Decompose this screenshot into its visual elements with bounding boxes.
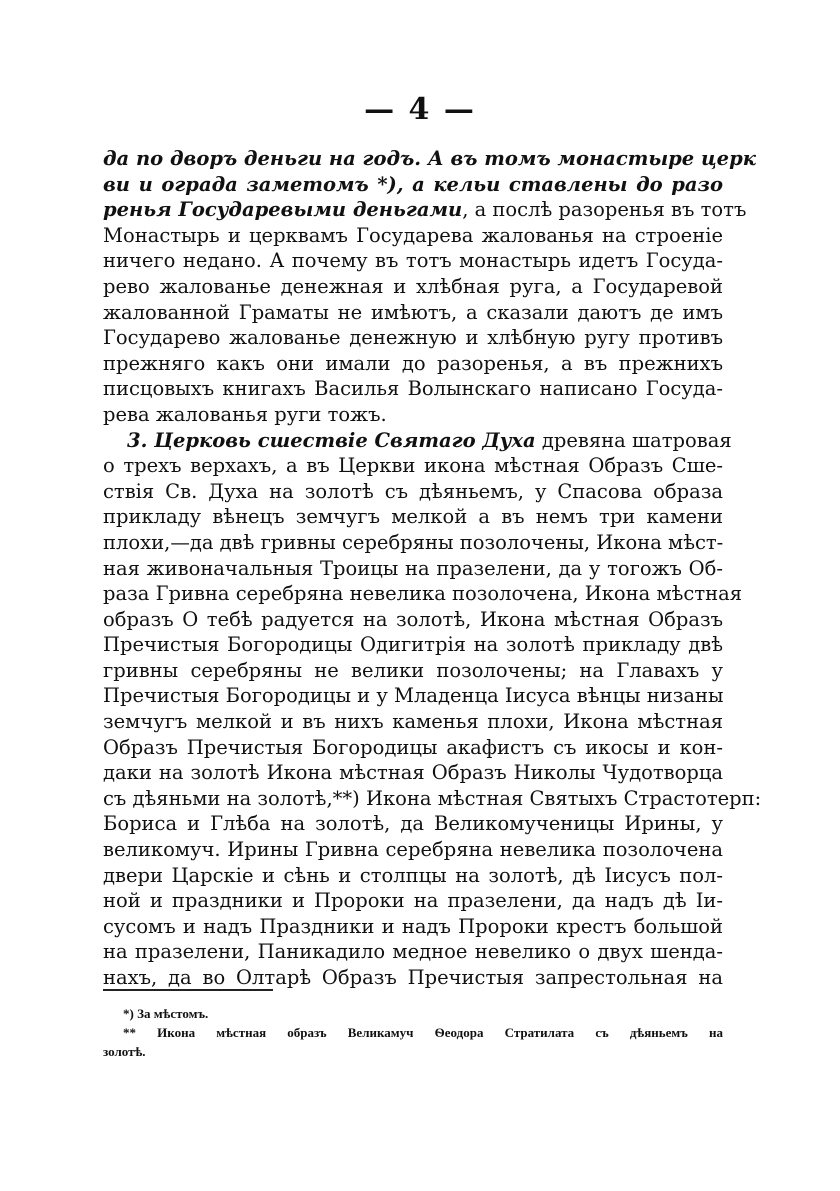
page-number: — 4 — [364,92,476,127]
text-line [103,811,723,837]
text-segment: Бориса и Глѣба на золотѣ, да Великомученицы Ирины, у [103,812,723,836]
text-line [103,760,723,786]
text-line [103,914,723,940]
text-line [103,837,723,863]
text-line [103,632,723,658]
text-line [103,428,732,454]
text-line [103,325,723,351]
text-segment: гривны серебряны не велики позолочены; на Главахъ у [103,658,723,682]
footnote-2-line-1: ** Икона мѣстная образъ Великамуч Ѳеодора Стратилата съ дѣяньемъ на [123,1025,723,1040]
text-line [103,274,723,300]
text-line [103,530,723,556]
text-segment: Монастырь и церквамъ Государева жалованья на строеніе [103,223,723,247]
text-segment: Пречистыя Богородицы Одигитрія на золотѣ прикладу двѣ [103,633,723,657]
text-segment: , а послѣ разоренья въ тотъ [462,198,747,222]
text-segment: даки на золотѣ Икона мѣстная Образъ Николы Чудотворца [103,761,723,785]
text-line [103,351,723,377]
text-line [103,863,723,889]
text-segment: нахъ, да во Олтарѣ Образъ Пречистыя запрестольная на [103,966,723,989]
text-line [103,556,723,582]
text-line [103,658,723,684]
text-segment: великомуч. Ирины Гривна серебряна невелика позолочена [103,838,723,862]
text-segment: древяна шатровая [535,428,732,452]
footnotes [103,1004,723,1061]
text-segment: рево жалованье денежная и хлѣбная руга, а Государевой [103,274,723,298]
text-line [103,683,723,709]
text-segment: 3. Церковь сшествіе Святаго Духа [127,428,536,452]
text-line [103,300,723,326]
text-segment: рева жалованья руги тожъ. [103,402,387,426]
text-segment: ная живоначальныя Троицы на празелени, да у тогожъ Об- [103,556,723,580]
text-line [103,453,723,479]
text-line [103,888,723,914]
text-line [103,197,747,223]
text-segment: жалованной Граматы не имѣютъ, а сказали даютъ де имъ [103,300,723,324]
text-segment: на празелени, Паникадило медное невелико о двух шенда- [103,940,723,964]
text-segment: прикладу вѣнецъ земчугъ мелкой а въ немъ три камени [103,505,723,529]
text-line [103,376,723,402]
footnote-divider [103,989,273,991]
text-segment: Пречистыя Богородицы и у Младенца Іисуса вѣнцы низаны [103,684,724,708]
text-line [103,146,756,172]
text-line [103,172,723,198]
text-line [103,786,762,812]
text-segment: съ дѣяньми на золотѣ,**) Икона мѣстная Святыхъ Страстотерп: [103,786,762,810]
text-segment: ренья Государевыми деньгами [103,198,463,222]
text-segment: двери Царскіе и сѣнь и столпцы на золотѣ, дѣ Іисусъ пол- [103,863,723,887]
text-segment: ствія Св. Духа на золотѣ съ дѣяньемъ, у Спасова образа [103,479,723,503]
text-segment: прежняго какъ они имали до разоренья, а въ прежнихъ [103,351,723,375]
text-line [103,223,723,249]
text-segment: о трехъ верхахъ, а въ Церкви икона мѣстная Образъ Сше- [103,454,723,478]
text-segment: Образъ Пречистыя Богородицы акафистъ съ икосы и кон- [103,735,723,759]
text-line [103,735,723,761]
text-segment: раза Гривна серебряна невелика позолочена, Икона мѣстная [103,582,743,606]
text-line [103,479,723,505]
text-segment: ничего недано. А почему въ тотъ монастырь идетъ Госуда- [103,249,723,273]
text-segment: образъ О тебѣ радуется на золотѣ, Икона мѣстная Образъ [103,607,723,631]
text-segment: сусомъ и надъ Праздники и надъ Пророки крестъ большой [103,914,723,938]
text-line [103,607,723,633]
text-segment: ной и праздники и Пророки на празелени, да надъ дѣ Іи- [103,889,723,913]
text-line [103,709,723,735]
text-segment: да по дворъ деньги на годъ. А въ томъ монастыре церк [103,147,756,170]
text-segment: плохи,—да двѣ гривны серебряны позолочены, Икона мѣст- [103,530,724,554]
text-segment: Государево жалованье денежную и хлѣбную ругу противъ [103,326,723,350]
text-line [103,402,723,428]
text-line [103,504,723,530]
footnote-1: *) За мѣстомъ. [123,1006,209,1021]
text-line [103,965,723,991]
main-text [103,146,762,991]
text-segment: ви и ограда заметомъ *), а кельи ставлены до разо [103,172,723,196]
text-line [103,581,743,607]
text-segment: писцовыхъ книгахъ Василья Волынскаго написано Госуда- [103,377,723,401]
text-segment: земчугъ мелкой и въ нихъ каменья плохи, Икона мѣстная [103,710,723,734]
footnote-2-line-2: золотѣ. [103,1044,146,1059]
text-line [103,939,723,965]
text-line [103,248,723,274]
